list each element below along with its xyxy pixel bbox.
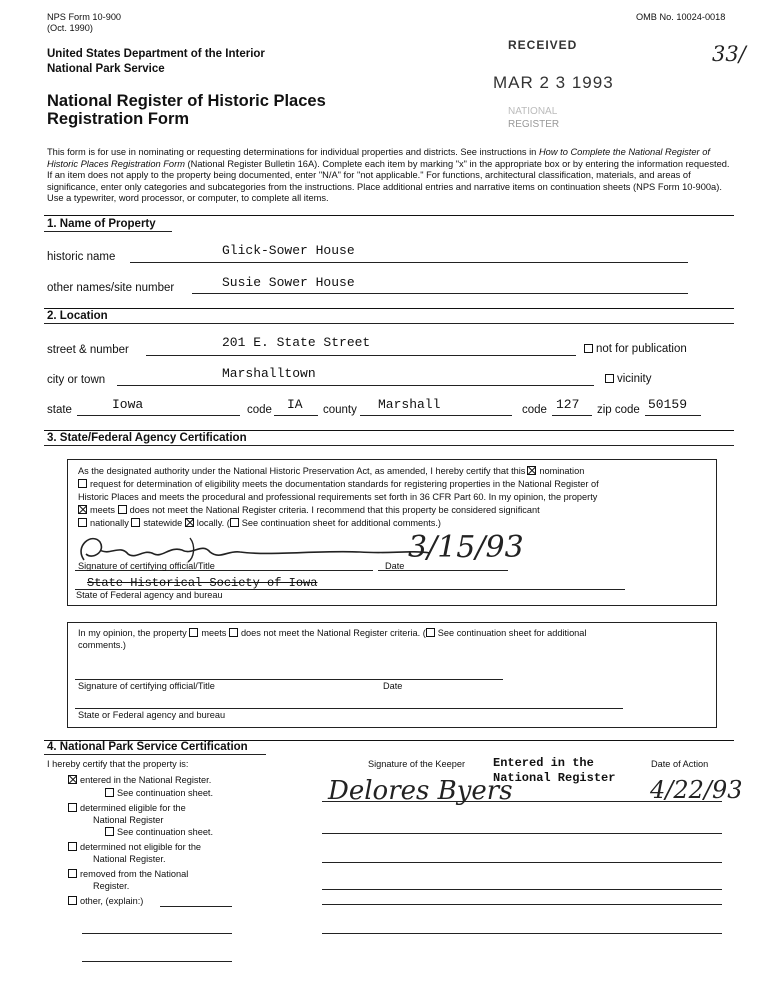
state-code-value[interactable]: IA bbox=[287, 397, 303, 412]
other-explain-line bbox=[160, 906, 232, 907]
entered-stamp-line2: National Register bbox=[493, 771, 616, 785]
sig2-label: Signature of certifying official/Title bbox=[78, 681, 215, 691]
instructions-text-1: This form is for use in nominating or requesting determinations for individual properties and districts. See instructions in bbox=[47, 147, 539, 157]
keeper-line-2 bbox=[322, 833, 722, 834]
keeper-line-3 bbox=[322, 862, 722, 863]
certification-date-handwritten: 3/15/93 bbox=[408, 530, 524, 565]
section2-heading-underline bbox=[44, 323, 734, 324]
zip-label: zip code bbox=[597, 404, 640, 416]
keeper-line-5 bbox=[322, 904, 722, 905]
meets-checkbox[interactable] bbox=[78, 505, 87, 514]
sig-label: Signature of certifying official/Title bbox=[78, 561, 215, 571]
other-label: other, (explain:) bbox=[80, 896, 144, 906]
opinion-cont-label: See continuation sheet for additional bbox=[437, 628, 587, 638]
opinion-meets-label: meets bbox=[201, 628, 227, 638]
state-code-label: code bbox=[247, 404, 272, 416]
opinion-line1 bbox=[78, 628, 586, 638]
opinion-not-meet-checkbox[interactable] bbox=[229, 628, 238, 637]
city-line bbox=[117, 385, 594, 386]
agency2-line bbox=[75, 708, 623, 709]
vicinity-checkbox[interactable] bbox=[605, 374, 614, 383]
agency2-label: State or Federal agency and bureau bbox=[78, 710, 226, 720]
handwritten-number: 33/ bbox=[712, 42, 746, 66]
entered-cont-checkbox[interactable] bbox=[105, 788, 114, 797]
not-for-publication-checkbox[interactable] bbox=[584, 344, 593, 353]
locally-label: locally. ( bbox=[196, 518, 230, 528]
county-value[interactable]: Marshall bbox=[378, 397, 441, 412]
street-value[interactable]: 201 E. State Street bbox=[222, 335, 371, 350]
nationally-label: nationally bbox=[90, 518, 129, 528]
action-date-label: Date of Action bbox=[651, 759, 709, 769]
cert-line3: Historic Places and meets the procedural and professional requirements set forth in 36 CFR Part 60. In my opinion, the property bbox=[78, 492, 598, 502]
agency-value[interactable]: State Historical Society of Iowa bbox=[87, 576, 318, 590]
keeper-label: Signature of the Keeper bbox=[368, 759, 466, 769]
faded-stamp-line2: REGISTER bbox=[508, 119, 560, 130]
statewide-label: statewide bbox=[143, 518, 183, 528]
street-label: street & number bbox=[47, 344, 129, 356]
opinion-criteria-text: does not meet the National Register criteria. ( bbox=[240, 628, 426, 638]
section1-heading: 1. Name of Property bbox=[47, 218, 156, 230]
state-value[interactable]: Iowa bbox=[112, 397, 144, 412]
opinion-meets-checkbox[interactable] bbox=[189, 628, 198, 637]
other-names-label: other names/site number bbox=[47, 282, 175, 294]
county-code-label: code bbox=[522, 404, 547, 416]
meets-label: meets bbox=[90, 505, 116, 515]
cert-line4-text: does not meet the National Register criteria. I recommend that this property be considered significant bbox=[129, 505, 540, 515]
section1-rule bbox=[44, 215, 734, 216]
does-not-meet-checkbox[interactable] bbox=[118, 505, 127, 514]
opt-eligible-sub[interactable] bbox=[105, 827, 213, 837]
opt-removed[interactable] bbox=[68, 869, 188, 879]
opinion-cont-checkbox[interactable] bbox=[426, 628, 435, 637]
state-label: state bbox=[47, 404, 72, 416]
keeper-signature: Delores Byers bbox=[328, 776, 513, 806]
eligible-checkbox[interactable] bbox=[68, 803, 77, 812]
opt-eligible[interactable] bbox=[68, 803, 186, 813]
other-line-3 bbox=[82, 961, 232, 962]
historic-name-label: historic name bbox=[47, 251, 116, 263]
opt-entered[interactable] bbox=[68, 775, 211, 785]
keeper-line-4 bbox=[322, 889, 722, 890]
cont-sheet-label: See continuation sheet for additional comments.) bbox=[241, 518, 441, 528]
zip-line bbox=[645, 415, 701, 416]
date2-label: Date bbox=[383, 681, 403, 691]
opt-entered-sub[interactable] bbox=[105, 788, 213, 798]
date-label: Date bbox=[385, 561, 405, 571]
county-code-line bbox=[552, 415, 592, 416]
vicinity-label: vicinity bbox=[617, 373, 652, 385]
cert-line1-text: As the designated authority under the National Historic Preservation Act, as amended, I hereby certify that this bbox=[78, 466, 526, 476]
department: United States Department of the Interior bbox=[47, 48, 265, 60]
received-date-stamp: MAR 2 3 1993 bbox=[493, 73, 614, 92]
request-checkbox[interactable] bbox=[78, 479, 87, 488]
entered-stamp-line1: Entered in the bbox=[493, 756, 594, 770]
entered-cont-label: See continuation sheet. bbox=[117, 788, 214, 798]
other-line-2 bbox=[82, 933, 232, 934]
section2-rule bbox=[44, 308, 734, 309]
cert-line4 bbox=[78, 505, 540, 515]
instructions-italic: How to Complete the National Register of Historic Places Registration Form bbox=[47, 147, 710, 169]
eligible-cont-label: See continuation sheet. bbox=[117, 827, 214, 837]
faded-stamp-line1: NATIONAL bbox=[508, 106, 558, 117]
sig2-line bbox=[75, 679, 503, 680]
keeper-line-6 bbox=[322, 933, 722, 934]
entered-label: entered in the National Register. bbox=[80, 775, 212, 785]
agency-label: State of Federal agency and bureau bbox=[76, 590, 223, 600]
removed-checkbox[interactable] bbox=[68, 869, 77, 878]
opt-other[interactable] bbox=[68, 896, 143, 906]
other-names-value[interactable]: Susie Sower House bbox=[222, 275, 355, 290]
historic-name-line bbox=[130, 262, 688, 263]
form-date: (Oct. 1990) bbox=[47, 23, 93, 33]
city-value[interactable]: Marshalltown bbox=[222, 366, 316, 381]
form-title-line2: Registration Form bbox=[47, 110, 190, 128]
section1-heading-underline bbox=[44, 231, 172, 232]
opt-not-eligible[interactable] bbox=[68, 842, 201, 852]
opt-removed-line2: Register. bbox=[93, 881, 130, 891]
entered-checkbox[interactable] bbox=[68, 775, 77, 784]
street-line bbox=[146, 355, 576, 356]
section3-rule bbox=[44, 430, 734, 431]
cert-line1 bbox=[78, 466, 584, 476]
eligible-label: determined eligible for the bbox=[80, 803, 186, 813]
section3-heading-underline bbox=[44, 445, 734, 446]
city-label: city or town bbox=[47, 374, 106, 386]
instructions-text-2: (National Register Bulletin 16A). Complete each item by marking "x" in the appropriate box or by entering the information requested. If an item does not apply to the property being documented, enter "N/A" for "not applicable." For functions, architectural classification, materials, and areas of significance, enter only categories and subcategories from the instructions. Place additional entries and narrative items on continuation sheets (NPS Form 10-900a). Use a typewriter, word processor, or computer, to complete all items. bbox=[47, 158, 730, 204]
not-eligible-label: determined not eligible for the bbox=[80, 842, 202, 852]
vicinity[interactable] bbox=[605, 373, 652, 385]
cert-line2-text: request for determination of eligibility meets the documentation standards for registering properties in the National Register of bbox=[90, 479, 599, 489]
eligible-cont-checkbox[interactable] bbox=[105, 827, 114, 836]
state-line bbox=[77, 415, 240, 416]
opt-eligible-line2: National Register bbox=[93, 815, 164, 825]
action-date-handwritten: 4/22/93 bbox=[650, 776, 743, 804]
opinion-line2: comments.) bbox=[78, 640, 126, 650]
removed-label: removed from the National bbox=[80, 869, 189, 879]
opt-not-eligible-line2: National Register. bbox=[93, 854, 166, 864]
section2-heading: 2. Location bbox=[47, 310, 108, 322]
county-label: county bbox=[323, 404, 357, 416]
not-eligible-checkbox[interactable] bbox=[68, 842, 77, 851]
section4-heading: 4. National Park Service Certification bbox=[47, 741, 248, 753]
cert-line2 bbox=[78, 479, 599, 489]
keeper-line-1 bbox=[322, 801, 722, 802]
section3-heading: 3. State/Federal Agency Certification bbox=[47, 432, 247, 444]
opinion-text: In my opinion, the property bbox=[78, 628, 187, 638]
section4-intro: I hereby certify that the property is: bbox=[47, 759, 189, 769]
county-code-value[interactable]: 127 bbox=[556, 397, 580, 412]
nomination-checkbox[interactable] bbox=[527, 466, 536, 475]
historic-name-value[interactable]: Glick-Sower House bbox=[222, 243, 355, 258]
form-number: NPS Form 10-900 bbox=[47, 12, 122, 22]
instructions-paragraph bbox=[47, 147, 732, 205]
other-names-line bbox=[192, 293, 688, 294]
not-for-publication[interactable] bbox=[584, 343, 687, 355]
received-stamp: RECEIVED bbox=[508, 38, 578, 52]
county-line bbox=[360, 415, 512, 416]
nomination-label: nomination bbox=[539, 466, 585, 476]
state-code-line bbox=[274, 415, 318, 416]
agency: National Park Service bbox=[47, 63, 165, 75]
not-for-publication-label: not for publication bbox=[596, 343, 687, 355]
omb-number: OMB No. 10024-0018 bbox=[636, 12, 726, 22]
form-title-line1: National Register of Historic Places bbox=[47, 92, 326, 110]
section4-heading-underline bbox=[44, 754, 266, 755]
other-checkbox[interactable] bbox=[68, 896, 77, 905]
zip-value[interactable]: 50159 bbox=[648, 397, 688, 412]
